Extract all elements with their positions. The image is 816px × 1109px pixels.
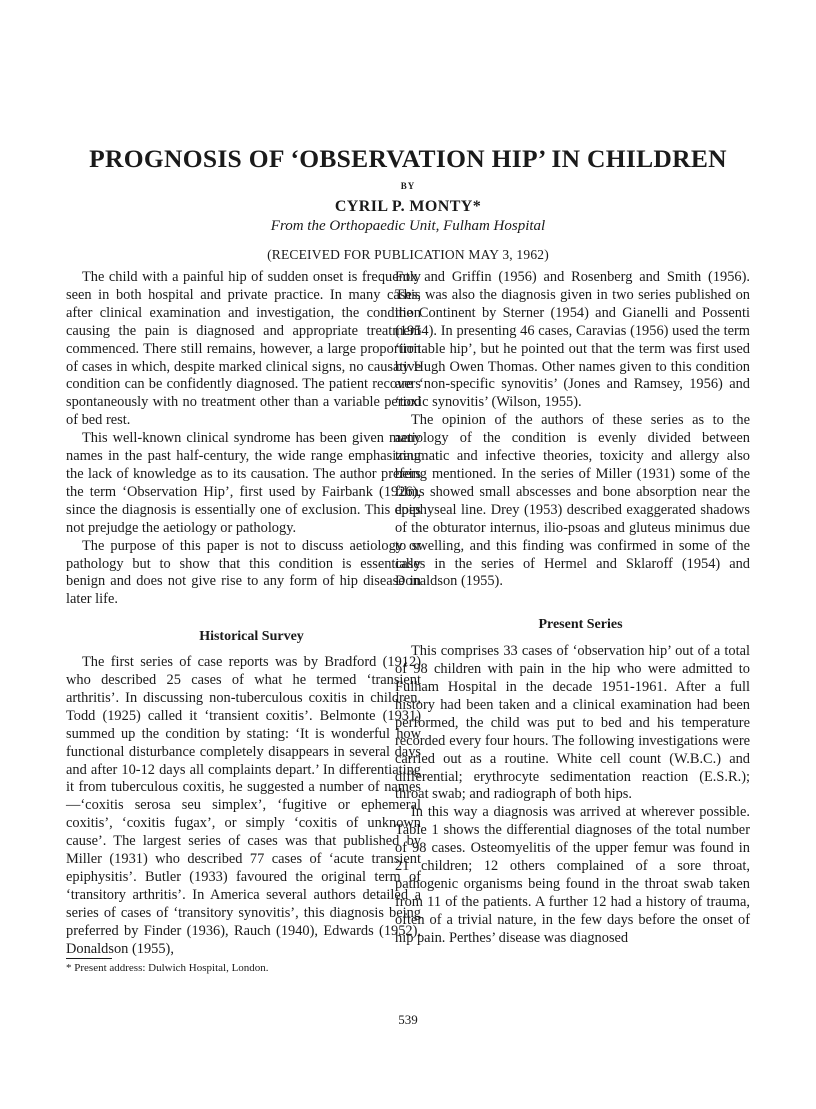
continued-paragraph: Fox and Griffin (1956) and Rosenberg and Smith (1956). This was also the diagnosis given in two series published on the Continent by Sterner (1954) and Gianelli and Possenti (1954). In presenting 46 cases, Caravias (1956) used the term ‘irritable hip’, but he pointed out that the term was first used by Hugh Owen Thomas. Other names given to this condition are ‘non-specific synovitis’ (Jones and Ramsey, 1956) and ‘toxic synovitis’ (Wilson, 1955). (395, 269, 750, 411)
historical-paragraph-1: The first series of case reports was by Bradford (1912) who described 25 cases of what he termed ‘transient arthritis’. In discussing non-tuberculous coxitis in children, Todd (1925) called it ‘transient coxitis’. Belmonte (1931) summed up the condition by stating: ‘It is wonderful how functional disturbance completely disappears in several days and after 10-12 days all complaints depart.’ In differentiating it from tuberculous coxitis, he suggested a number of names—‘coxitis serosa seu simplex’, ‘fugitive or ephemeral coxitis’, ‘coxitis fugax’, or simply ‘coxitis of unknown cause’. The largest series of cases was that published by Miller (1931) who described 77 cases of ‘acute transient epiphysitis’. Butler (1933) favoured the original term of ‘transitory arthritis’. In America several authors detailed a series of cases of ‘transitory synovitis’, this diagnosis being preferred by Finder (1936), Rauch (1940), Edwards (1952), Donaldson (1955), (66, 654, 421, 957)
page-number: 539 (398, 1012, 418, 1027)
author-name: CYRIL P. MONTY* (334, 198, 482, 215)
byline-by: BY (400, 181, 416, 191)
left-column (66, 269, 421, 959)
intro-paragraph-3: The purpose of this paper is not to discuss aetiology or pathology but to show that this condition is essentially benign and does not give rise to any form of hip disease in later life. (66, 537, 421, 608)
present-series-paragraph-1: This comprises 33 cases of ‘observation hip’ out of a total of 98 children with pain in the hip who were admitted to Fulham Hospital in the decade 1951-1961. After a full history had been taken and a clinical examination had been performed, the child was put to bed and his temperature recorded every four hours. The following investigations were carried out as a routine. White cell count (W.B.C.) and differential; erythrocyte sedimentation reaction (E.S.R.); throat swab; and radiograph of both hips. (395, 643, 750, 803)
article-title: PROGNOSIS OF ‘OBSERVATION HIP’ IN CHILDREN (89, 144, 727, 173)
aetiology-paragraph: The opinion of the authors of these series as to the aetiology of the condition is evenly divided between traumatic and infective theories, toxicity and allergy also being mentioned. In the series of Miller (1931) some of the films showed small abscesses and bone absorption near the epiphyseal line. Drey (1953) described exaggerated shadows of the obturator internus, ilio-psoas and gluteus minimus due to swelling, and this finding was confirmed in some of the cases in the series of Hermel and Sklaroff (1954) and Donaldson (1955). (395, 412, 750, 590)
present-series-paragraph-2: In this way a diagnosis was arrived at wherever possible. Table 1 shows the differential diagnoses of the total number of 98 cases. Osteomyelitis of the upper femur was found in 21 children; 12 others complained of a sore throat, pathogenic organisms being found in the throat swab taken from 11 of the patients. A further 12 had a history of trauma, often of a trivial nature, in the few days before the onset of hip pain. Perthes’ disease was diagnosed (395, 804, 750, 946)
section-heading-present-series: Present Series (538, 617, 623, 633)
section-heading-historical-survey: Historical Survey (199, 629, 304, 645)
footnote-rule (66, 958, 112, 959)
right-column (395, 269, 750, 948)
received-date: (RECEIVED FOR PUBLICATION MAY 3, 1962) (267, 247, 549, 262)
intro-paragraph-2: This well-known clinical syndrome has been given many names in the past half-century, the wide range emphasizing the lack of knowledge as to its causation. The author prefers the term ‘Observation Hip’, first used by Fairbank (1926), since the diagnosis is essentially one of exclusion. This does not prejudge the aetiology or pathology. (66, 430, 421, 536)
intro-paragraph-1: The child with a painful hip of sudden onset is frequently seen in both hospital and private practice. In many cases, after clinical examination and investigation, the condition causing the pain is diagnosed and appropriate treatment commenced. There still remains, however, a large proportion of cases in which, despite marked clinical signs, no causative condition can be confidently diagnosed. The patient recovers spontaneously with no treatment other than a variable period of bed rest. (66, 269, 421, 429)
author-affiliation: From the Orthopaedic Unit, Fulham Hospital (270, 218, 546, 234)
footnote: * Present address: Dulwich Hospital, London. (66, 962, 269, 974)
